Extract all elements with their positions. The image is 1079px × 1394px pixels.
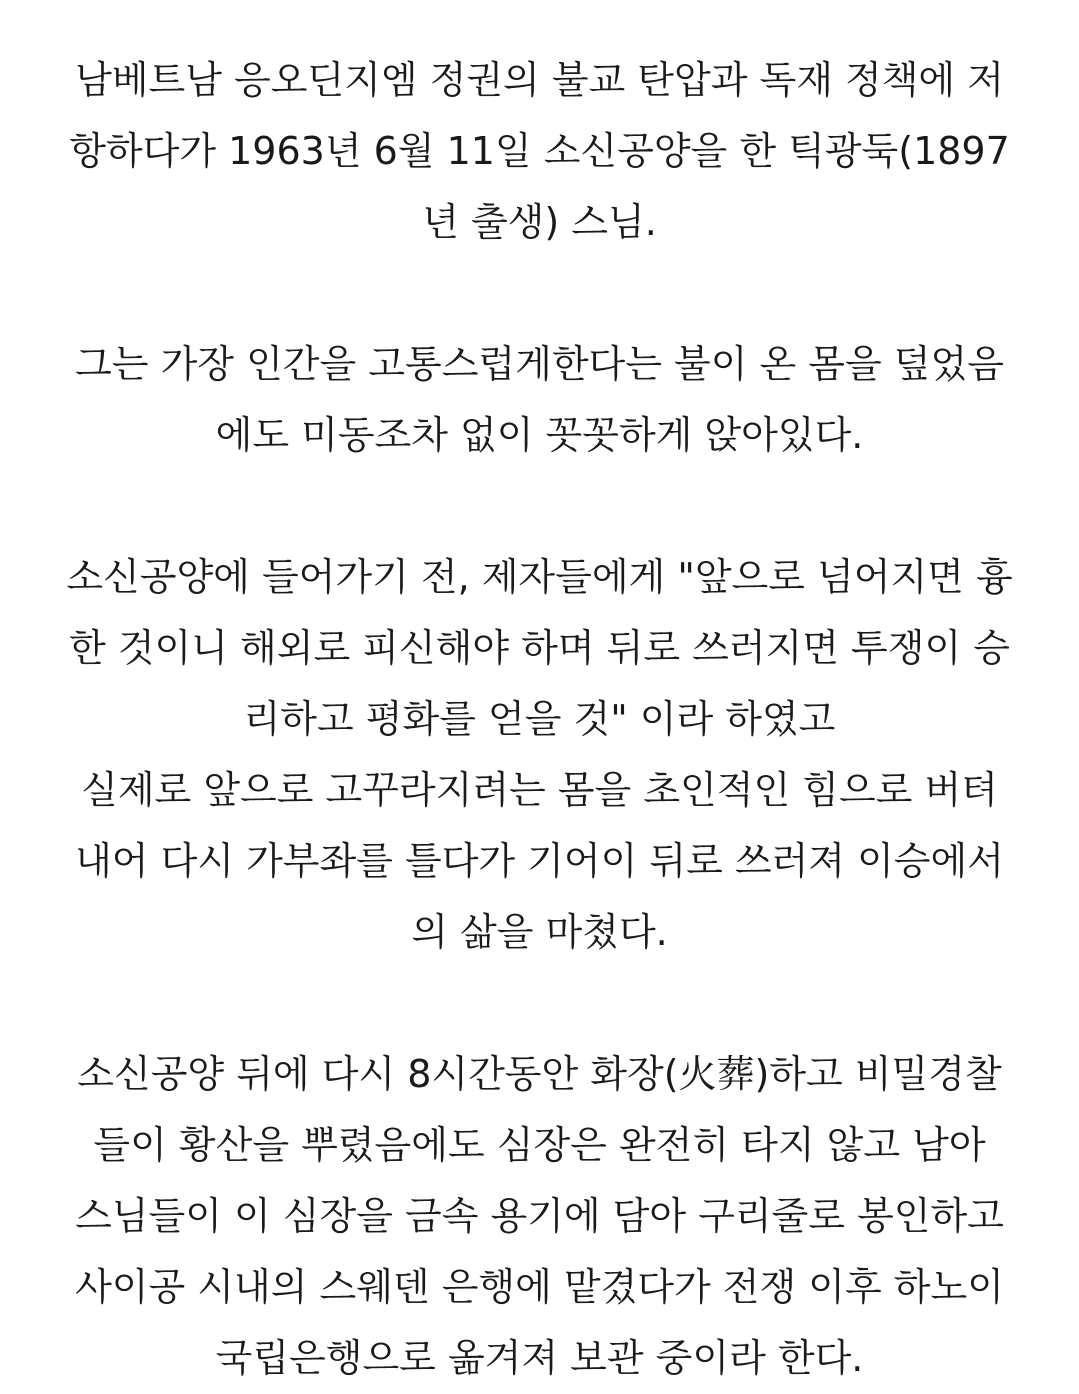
text-line: 남베트남 응오딘지엠 정권의 불교 탄압과 독재 정책에 저 [75,58,1004,102]
text-line: 소신공양에 들어가기 전, 제자들에게 "앞으로 넘어지면 흉 [66,555,1013,599]
text-line: 그는 가장 인간을 고통스럽게한다는 불이 온 몸을 덮었음 [75,342,1004,386]
text-line: 소신공양 뒤에 다시 8시간동안 화장(火葬)하고 비밀경찰 [77,1052,1002,1096]
text-line: 리하고 평화를 얻을 것" 이라 하였고 [243,697,836,741]
text-line: 사이공 시내의 스웨덴 은행에 맡겼다가 전쟁 이후 하노이 [75,1265,1004,1309]
text-line: 들이 황산을 뿌렸음에도 심장은 완전히 타지 않고 남아 [93,1123,986,1167]
text-line: 국립은행으로 옮겨져 보관 중이라 한다. [215,1336,864,1380]
text-line: 에도 미동조차 없이 꼿꼿하게 앉아있다. [215,413,864,457]
text-line: 실제로 앞으로 고꾸라지려는 몸을 초인적인 힘으로 버텨 [81,768,998,812]
text-line: 의 삶을 마쳤다. [411,910,668,954]
paragraph-spacer [40,968,1039,1039]
paragraph [40,329,1039,471]
text-line: 년 출생) 스님. [422,200,657,244]
paragraph [40,542,1039,968]
text-line: 내어 다시 가부좌를 틀다가 기어이 뒤로 쓰러져 이승에서 [75,839,1004,883]
paragraph-spacer [40,258,1039,329]
paragraph [40,45,1039,258]
text-line: 스님들이 이 심장을 금속 용기에 담아 구리줄로 봉인하고 [75,1194,1004,1238]
text-line: 한 것이니 해외로 피신해야 하며 뒤로 쓰러지면 투쟁이 승 [69,626,1010,670]
article-body [40,45,1039,1394]
text-line: 항하다가 1963년 6월 11일 소신공양을 한 틱광둑(1897 [69,129,1010,173]
paragraph-spacer [40,471,1039,542]
paragraph [40,1039,1039,1394]
